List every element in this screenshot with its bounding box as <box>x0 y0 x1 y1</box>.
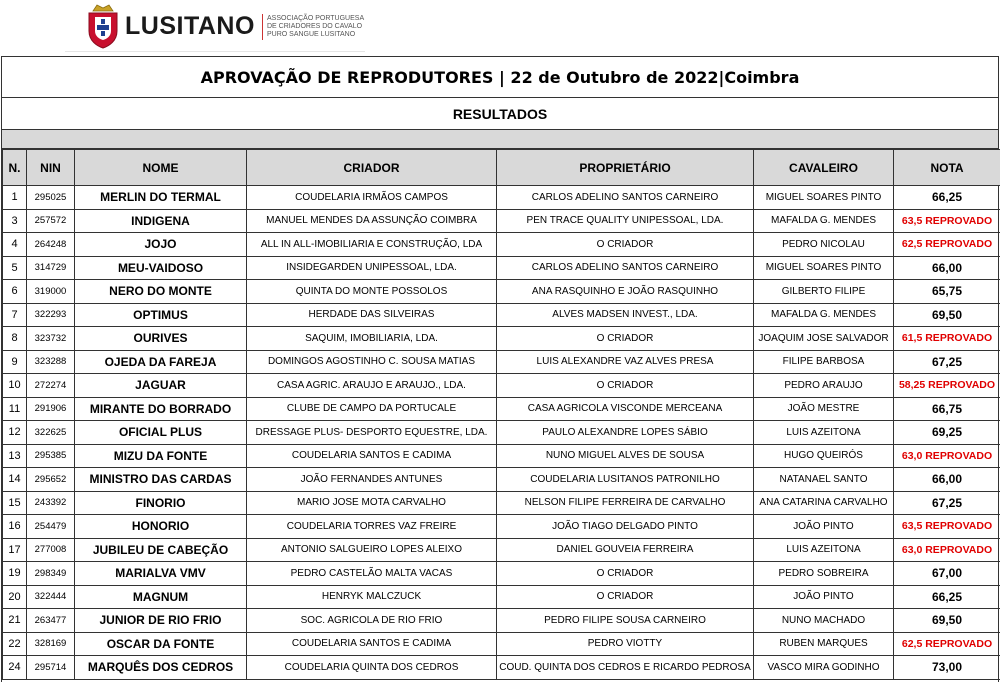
logo-subtitle-line: ASSOCIAÇÃO PORTUGUESA <box>267 15 365 22</box>
cell-nota: 66,25 <box>894 186 1000 210</box>
cell-nota: 73,00 <box>894 656 1000 680</box>
cell-criador: COUDELARIA IRMÃOS CAMPOS <box>247 186 497 210</box>
cell-nin: 328169 <box>27 632 75 656</box>
cell-criador: CLUBE DE CAMPO DA PORTUCALE <box>247 397 497 421</box>
cell-cavaleiro: MIGUEL SOARES PINTO <box>754 186 894 210</box>
cell-nome: HONORIO <box>75 515 247 539</box>
cell-proprietario: PAULO ALEXANDRE LOPES SÁBIO <box>497 421 754 445</box>
cell-proprietario: COUD. QUINTA DOS CEDROS E RICARDO PEDROSA <box>497 656 754 680</box>
cell-nin: 323288 <box>27 350 75 374</box>
cell-number: 5 <box>3 256 27 280</box>
cell-cavaleiro: LUIS AZEITONA <box>754 421 894 445</box>
cell-cavaleiro: MIGUEL SOARES PINTO <box>754 256 894 280</box>
cell-criador: HENRYK MALCZUCK <box>247 585 497 609</box>
cell-cavaleiro: JOAQUIM JOSE SALVADOR <box>754 327 894 351</box>
cell-nome: OJEDA DA FAREJA <box>75 350 247 374</box>
cell-number: 11 <box>3 397 27 421</box>
column-header-cavaleiro: CAVALEIRO <box>754 150 894 186</box>
cell-proprietario: PEDRO FILIPE SOUSA CARNEIRO <box>497 609 754 633</box>
cell-proprietario: PEN TRACE QUALITY UNIPESSOAL, LDA. <box>497 209 754 233</box>
column-header-proprietario: PROPRIETÁRIO <box>497 150 754 186</box>
cell-proprietario: O CRIADOR <box>497 585 754 609</box>
logo-subtitle-line: PURO SANGUE LUSITANO <box>267 31 356 38</box>
cell-number: 21 <box>3 609 27 633</box>
cell-criador: COUDELARIA SANTOS E CADIMA <box>247 632 497 656</box>
logo-subtitle-line: DE CRIADORES DO CAVALO <box>267 23 363 30</box>
table-row <box>3 444 1000 468</box>
cell-criador: SOC. AGRICOLA DE RIO FRIO <box>247 609 497 633</box>
cell-proprietario: NELSON FILIPE FERREIRA DE CARVALHO <box>497 491 754 515</box>
table-body <box>3 186 1000 680</box>
cell-criador: COUDELARIA QUINTA DOS CEDROS <box>247 656 497 680</box>
logo-wordmark: LUSITANO <box>125 12 255 40</box>
cell-nota: 65,75 <box>894 280 1000 304</box>
cell-criador: DRESSAGE PLUS- DESPORTO EQUESTRE, LDA. <box>247 421 497 445</box>
cell-nin: 257572 <box>27 209 75 233</box>
results-sheet <box>1 56 999 682</box>
table-row <box>3 609 1000 633</box>
cell-criador: QUINTA DO MONTE POSSOLOS <box>247 280 497 304</box>
cell-proprietario: O CRIADOR <box>497 374 754 398</box>
cell-nin: 323732 <box>27 327 75 351</box>
cell-nome: INDIGENA <box>75 209 247 233</box>
cell-cavaleiro: PEDRO SOBREIRA <box>754 562 894 586</box>
cell-nome: MARIALVA VMV <box>75 562 247 586</box>
cell-criador: INSIDEGARDEN UNIPESSOAL, LDA. <box>247 256 497 280</box>
cell-nin: 277008 <box>27 538 75 562</box>
table-row <box>3 374 1000 398</box>
column-header-criador: CRIADOR <box>247 150 497 186</box>
cell-number: 24 <box>3 656 27 680</box>
cell-nota: 69,25 <box>894 421 1000 445</box>
table-row <box>3 656 1000 680</box>
cell-nin: 295714 <box>27 656 75 680</box>
cell-nome: MERLIN DO TERMAL <box>75 186 247 210</box>
cell-nome: JOJO <box>75 233 247 257</box>
table-row <box>3 538 1000 562</box>
table-row <box>3 233 1000 257</box>
table-row <box>3 421 1000 445</box>
cell-cavaleiro: PEDRO NICOLAU <box>754 233 894 257</box>
cell-proprietario: CARLOS ADELINO SANTOS CARNEIRO <box>497 186 754 210</box>
cell-cavaleiro: PEDRO ARAUJO <box>754 374 894 398</box>
cell-criador: MANUEL MENDES DA ASSUNÇÃO COIMBRA <box>247 209 497 233</box>
table-row <box>3 515 1000 539</box>
cell-criador: MARIO JOSE MOTA CARVALHO <box>247 491 497 515</box>
cell-nin: 322625 <box>27 421 75 445</box>
cell-nota: 66,00 <box>894 468 1000 492</box>
cell-proprietario: DANIEL GOUVEIA FERREIRA <box>497 538 754 562</box>
cell-cavaleiro: MAFALDA G. MENDES <box>754 209 894 233</box>
cell-number: 4 <box>3 233 27 257</box>
cell-nome: JUNIOR DE RIO FRIO <box>75 609 247 633</box>
cell-nota: 67,00 <box>894 562 1000 586</box>
cell-nin: 264248 <box>27 233 75 257</box>
page-title: APROVAÇÃO DE REPRODUTORES | 22 de Outubro de 2022|Coimbra <box>2 57 998 98</box>
cell-nome: MIZU DA FONTE <box>75 444 247 468</box>
cell-nota: 66,75 <box>894 397 1000 421</box>
cell-nome: OURIVES <box>75 327 247 351</box>
cell-nota: 62,5 REPROVADO <box>894 233 1000 257</box>
cell-nome: FINORIO <box>75 491 247 515</box>
cell-proprietario: CASA AGRICOLA VISCONDE MERCEANA <box>497 397 754 421</box>
cell-cavaleiro: JOÃO PINTO <box>754 585 894 609</box>
cell-nome: MAGNUM <box>75 585 247 609</box>
cell-nin: 298349 <box>27 562 75 586</box>
cell-cavaleiro: RUBEN MARQUES <box>754 632 894 656</box>
cell-criador: DOMINGOS AGOSTINHO C. SOUSA MATIAS <box>247 350 497 374</box>
table-row <box>3 256 1000 280</box>
cell-criador: CASA AGRIC. ARAUJO E ARAUJO., LDA. <box>247 374 497 398</box>
cell-nome: JAGUAR <box>75 374 247 398</box>
logo <box>65 0 365 52</box>
cell-cavaleiro: HUGO QUEIRÓS <box>754 444 894 468</box>
column-header-nome: NOME <box>75 150 247 186</box>
cell-nin: 322444 <box>27 585 75 609</box>
column-header-n: N. <box>3 150 27 186</box>
cell-nome: MEU-VAIDOSO <box>75 256 247 280</box>
cell-nin: 295025 <box>27 186 75 210</box>
cell-nota: 67,25 <box>894 491 1000 515</box>
cell-nota: 63,5 REPROVADO <box>894 209 1000 233</box>
spacer-bar <box>2 130 998 149</box>
coat-of-arms-icon <box>85 3 121 49</box>
cell-proprietario: COUDELARIA LUSITANOS PATRONILHO <box>497 468 754 492</box>
cell-proprietario: O CRIADOR <box>497 562 754 586</box>
cell-number: 19 <box>3 562 27 586</box>
cell-criador: PEDRO CASTELÃO MALTA VACAS <box>247 562 497 586</box>
cell-nota: 66,25 <box>894 585 1000 609</box>
cell-number: 7 <box>3 303 27 327</box>
cell-nin: 295385 <box>27 444 75 468</box>
cell-nota: 67,25 <box>894 350 1000 374</box>
cell-nota: 69,50 <box>894 303 1000 327</box>
table-row <box>3 585 1000 609</box>
cell-nome: OSCAR DA FONTE <box>75 632 247 656</box>
section-title: RESULTADOS <box>2 98 998 130</box>
table-row <box>3 186 1000 210</box>
cell-proprietario: PEDRO VIOTTY <box>497 632 754 656</box>
cell-criador: JOÃO FERNANDES ANTUNES <box>247 468 497 492</box>
cell-nome: OFICIAL PLUS <box>75 421 247 445</box>
cell-proprietario: O CRIADOR <box>497 327 754 351</box>
cell-nin: 272274 <box>27 374 75 398</box>
cell-nin: 295652 <box>27 468 75 492</box>
cell-number: 10 <box>3 374 27 398</box>
cell-number: 15 <box>3 491 27 515</box>
cell-nota: 66,00 <box>894 256 1000 280</box>
table-header-row <box>3 150 1000 186</box>
cell-cavaleiro: ANA CATARINA CARVALHO <box>754 491 894 515</box>
cell-number: 20 <box>3 585 27 609</box>
cell-nota: 69,50 <box>894 609 1000 633</box>
table-row <box>3 209 1000 233</box>
cell-nota: 63,0 REPROVADO <box>894 538 1000 562</box>
cell-nin: 291906 <box>27 397 75 421</box>
cell-criador: COUDELARIA TORRES VAZ FREIRE <box>247 515 497 539</box>
cell-criador: ALL IN ALL-IMOBILIARIA E CONSTRUÇÃO, LDA <box>247 233 497 257</box>
cell-cavaleiro: LUIS AZEITONA <box>754 538 894 562</box>
table-row <box>3 468 1000 492</box>
cell-criador: COUDELARIA SANTOS E CADIMA <box>247 444 497 468</box>
cell-number: 12 <box>3 421 27 445</box>
cell-nome: OPTIMUS <box>75 303 247 327</box>
cell-nota: 63,5 REPROVADO <box>894 515 1000 539</box>
cell-nota: 63,0 REPROVADO <box>894 444 1000 468</box>
table-row <box>3 632 1000 656</box>
cell-number: 17 <box>3 538 27 562</box>
cell-cavaleiro: NUNO MACHADO <box>754 609 894 633</box>
table-row <box>3 562 1000 586</box>
table-row <box>3 397 1000 421</box>
cell-nome: MINISTRO DAS CARDAS <box>75 468 247 492</box>
logo-subtitle <box>267 15 367 39</box>
cell-nin: 263477 <box>27 609 75 633</box>
table-row <box>3 491 1000 515</box>
cell-nota: 58,25 REPROVADO <box>894 374 1000 398</box>
cell-number: 16 <box>3 515 27 539</box>
cell-cavaleiro: JOÃO PINTO <box>754 515 894 539</box>
cell-number: 22 <box>3 632 27 656</box>
cell-nome: MIRANTE DO BORRADO <box>75 397 247 421</box>
cell-cavaleiro: NATANAEL SANTO <box>754 468 894 492</box>
cell-criador: HERDADE DAS SILVEIRAS <box>247 303 497 327</box>
cell-number: 6 <box>3 280 27 304</box>
cell-nin: 254479 <box>27 515 75 539</box>
cell-proprietario: O CRIADOR <box>497 233 754 257</box>
cell-nota: 61,5 REPROVADO <box>894 327 1000 351</box>
column-header-nin: NIN <box>27 150 75 186</box>
cell-cavaleiro: VASCO MIRA GODINHO <box>754 656 894 680</box>
cell-cavaleiro: MAFALDA G. MENDES <box>754 303 894 327</box>
column-header-nota: NOTA <box>894 150 1000 186</box>
cell-number: 13 <box>3 444 27 468</box>
cell-nin: 314729 <box>27 256 75 280</box>
cell-nota: 62,5 REPROVADO <box>894 632 1000 656</box>
table-row <box>3 327 1000 351</box>
logo-divider <box>262 14 263 40</box>
cell-proprietario: ANA RASQUINHO E JOÃO RASQUINHO <box>497 280 754 304</box>
cell-cavaleiro: FILIPE BARBOSA <box>754 350 894 374</box>
cell-number: 3 <box>3 209 27 233</box>
cell-nin: 322293 <box>27 303 75 327</box>
cell-nome: MARQUÊS DOS CEDROS <box>75 656 247 680</box>
cell-proprietario: NUNO MIGUEL ALVES DE SOUSA <box>497 444 754 468</box>
cell-nome: JUBILEU DE CABEÇÃO <box>75 538 247 562</box>
cell-proprietario: JOÃO TIAGO DELGADO PINTO <box>497 515 754 539</box>
results-table <box>2 149 1000 680</box>
cell-proprietario: ALVES MADSEN INVEST., LDA. <box>497 303 754 327</box>
cell-number: 1 <box>3 186 27 210</box>
cell-number: 14 <box>3 468 27 492</box>
cell-number: 8 <box>3 327 27 351</box>
cell-criador: SAQUIM, IMOBILIARIA, LDA. <box>247 327 497 351</box>
table-row <box>3 280 1000 304</box>
cell-nin: 319000 <box>27 280 75 304</box>
cell-number: 9 <box>3 350 27 374</box>
table-row <box>3 350 1000 374</box>
cell-nin: 243392 <box>27 491 75 515</box>
cell-cavaleiro: JOÃO MESTRE <box>754 397 894 421</box>
cell-criador: ANTONIO SALGUEIRO LOPES ALEIXO <box>247 538 497 562</box>
cell-cavaleiro: GILBERTO FILIPE <box>754 280 894 304</box>
cell-proprietario: LUIS ALEXANDRE VAZ ALVES PRESA <box>497 350 754 374</box>
table-row <box>3 303 1000 327</box>
cell-nome: NERO DO MONTE <box>75 280 247 304</box>
cell-proprietario: CARLOS ADELINO SANTOS CARNEIRO <box>497 256 754 280</box>
